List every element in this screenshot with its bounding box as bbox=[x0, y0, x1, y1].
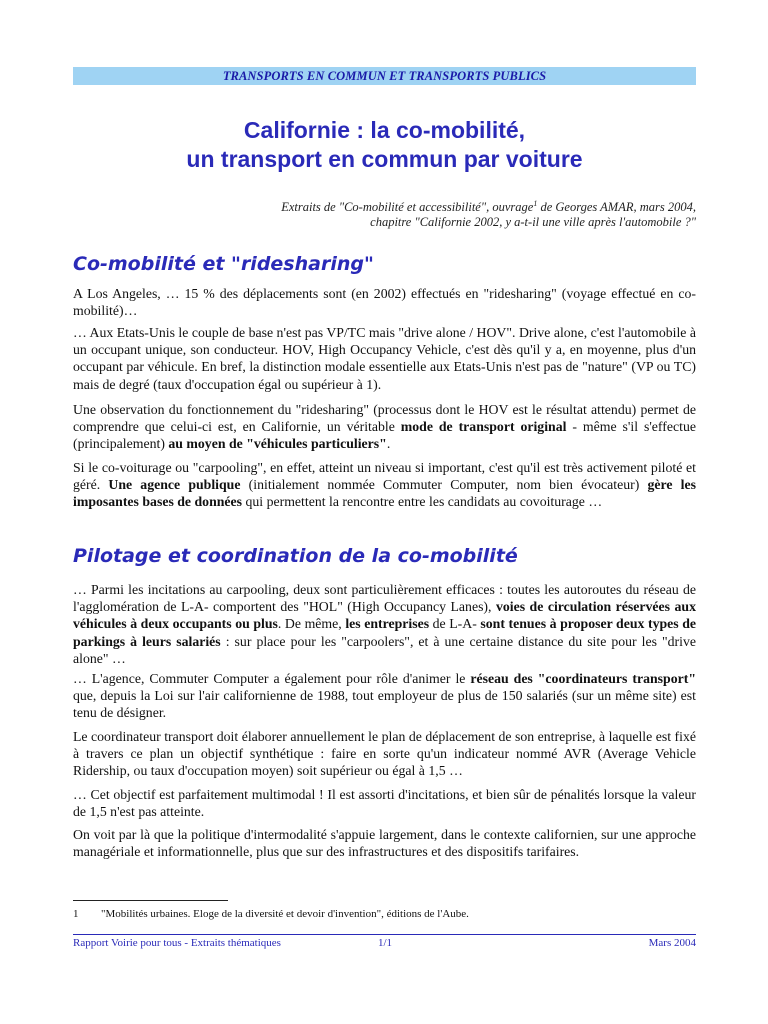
paragraph-4-text-d: qui permettent la rencontre entre les candidats au covoiturage … bbox=[242, 494, 603, 510]
section-heading-pilotage: Pilotage et coordination de la co-mobilité bbox=[73, 545, 518, 567]
footnote-divider bbox=[73, 900, 228, 901]
footer-report-title: Rapport Voirie pour tous - Extraits thématiques bbox=[73, 937, 281, 949]
footnote-reference: 1 bbox=[533, 199, 538, 208]
paragraph-6 bbox=[73, 670, 696, 722]
paragraph-5-text-c: . De même, bbox=[277, 616, 346, 632]
paragraph-6-text-c: que, depuis la Loi sur l'air californienne de 1988, tout employeur de plus de 150 salariés (sur un même site) est tenu de désigner. bbox=[73, 688, 696, 721]
page-title-line-1: Californie : la co-mobilité, bbox=[243, 117, 526, 143]
paragraph-3-bold-2: au moyen de "véhicules particuliers" bbox=[168, 436, 387, 452]
footnote-text: "Mobilités urbaines. Eloge de la diversité et devoir d'invention", éditions de l'Aube. bbox=[101, 908, 469, 920]
paragraph-5-text-e: : sur place pour les "carpoolers", et à une certaine distance du site pour les "drive alone" … bbox=[73, 633, 697, 666]
paragraph-5-text-d: de L-A- bbox=[429, 616, 481, 632]
footer-divider bbox=[73, 934, 696, 935]
paragraph-3-text-c: - même s'il s'effectue (principalement) bbox=[73, 419, 696, 452]
paragraph-6-text-a: … L'agence, Commuter Computer a également pour rôle d'animer le bbox=[73, 671, 471, 686]
paragraph-5-bold-2: les entreprises bbox=[345, 616, 430, 632]
paragraph-4-text-c: (initialement nommée Commuter Computer, nom bien évocateur) bbox=[240, 477, 648, 493]
source-attribution-post: de Georges AMAR, mars 2004, bbox=[537, 200, 696, 215]
footer-date: Mars 2004 bbox=[648, 937, 696, 949]
paragraph-6-bold-1: réseau des "coordinateurs transport" bbox=[470, 671, 696, 686]
paragraph-3-text-d: . bbox=[386, 436, 391, 452]
section-heading-comobilite: Co-mobilité et "ridesharing" bbox=[73, 253, 374, 275]
paragraph-4-bold-1: Une agence publique bbox=[108, 477, 241, 493]
paragraph-7: Le coordinateur transport doit élaborer annuellement le plan de déplacement de son entreprise, à laquelle est fixé à travers ce plan un objectif synthétique : faire en sorte qu'un indicateur nommé AVR (Average Vehicle Ridership, ou taux d'occupation moyen) soit supérieur ou égal à 1,5 … bbox=[73, 729, 696, 779]
paragraph-3 bbox=[73, 401, 696, 453]
paragraph-4 bbox=[73, 459, 696, 511]
source-attribution-line-1 bbox=[136, 196, 696, 215]
paragraph-3-bold-1: mode de transport original bbox=[400, 419, 567, 435]
page-footer bbox=[73, 937, 696, 951]
paragraph-3-text-a: Une observation du fonctionnement du "ridesharing" (processus dont le HOV est le résultat attendu) permet de comprendre que celui-ci est, en Californie, un véritable bbox=[73, 402, 696, 435]
section-banner-text: TRANSPORTS EN COMMUN ET TRANSPORTS PUBLICS bbox=[222, 68, 547, 83]
paragraph-5-text-a: … Parmi les incitations au carpooling, deux sont particulièrement efficaces : toutes les autoroutes du réseau de l'agglomération de L-A- comportent des "HOL" (High Occupancy Lanes), bbox=[73, 582, 696, 615]
page-title-line-2: un transport en commun par voiture bbox=[186, 146, 583, 172]
source-attribution-pre: Extraits de "Co-mobilité et accessibilité", ouvrage bbox=[281, 200, 534, 215]
section-banner bbox=[73, 67, 696, 85]
source-attribution-line-2: chapitre "Californie 2002, y a-t-il une ville après l'automobile ?" bbox=[370, 215, 696, 230]
paragraph-2: … Aux Etats-Unis le couple de base n'est pas VP/TC mais "drive alone / HOV". Drive alone, c'est l'automobile à un occupant unique, son conducteur. HOV, High Occupancy Vehicle, c'est dès qu'il y a, en moyenne, plus d'un occupant par véhicule. En bref, la distinction modale essentielle aux Etats-Unis n'est pas de "nature" (VP ou TC) mais de degré (taux d'occupation égal ou supérieur à 1). bbox=[73, 325, 696, 392]
footnote-number: 1 bbox=[73, 908, 79, 920]
page-title bbox=[73, 116, 696, 174]
paragraph-4-bold-2: gère les imposantes bases de données bbox=[73, 477, 697, 510]
source-attribution bbox=[136, 196, 696, 230]
paragraph-9: On voit par là que la politique d'intermodalité s'appuie largement, dans le contexte californien, sur une approche managériale et informationnelle, plus que sur des infrastructures et des dispositifs tarifaires. bbox=[73, 827, 696, 860]
paragraph-1: A Los Angeles, … 15 % des déplacements sont (en 2002) effectués en "ridesharing" (voyage effectué en co-mobilité)… bbox=[73, 286, 696, 319]
paragraph-5 bbox=[73, 581, 696, 667]
paragraph-5-bold-3: sont tenues à proposer deux types de parkings à leurs salariés bbox=[73, 616, 697, 649]
footer-page-number: 1/1 bbox=[378, 937, 393, 949]
paragraph-5-bold-1: voies de circulation réservées aux véhicules à deux occupants ou plus bbox=[73, 599, 696, 632]
footnote bbox=[73, 907, 696, 921]
paragraph-8: … Cet objectif est parfaitement multimodal ! Il est assorti d'incitations, et bien sûr de pénalités lorsque la valeur de 1,5 n'est pas atteinte. bbox=[73, 787, 696, 820]
paragraph-4-text-a: Si le co-voiturage ou "carpooling", en effet, atteint un niveau si important, c'est qu'il est très activement piloté et géré. bbox=[73, 460, 696, 493]
